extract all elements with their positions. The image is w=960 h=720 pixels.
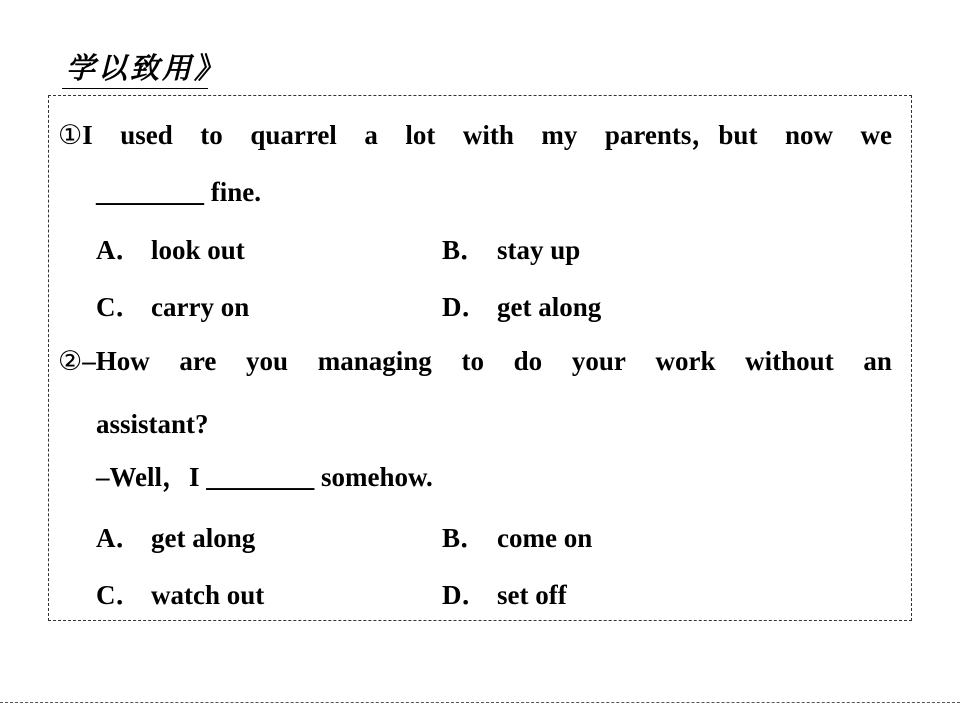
question-1-line-2: ________ fine. (96, 177, 261, 207)
question-2-option-b[interactable] (442, 518, 592, 558)
option-text: come on (497, 523, 593, 553)
question-2-option-c[interactable] (96, 575, 264, 615)
option-letter: A． (96, 235, 143, 265)
option-text: stay up (497, 235, 581, 265)
word: a (364, 120, 378, 150)
word: we (860, 120, 892, 150)
option-text: carry on (151, 292, 250, 322)
word: work (655, 346, 716, 376)
option-letter: A． (96, 523, 143, 553)
option-text: set off (497, 580, 567, 610)
option-text: watch out (151, 580, 265, 610)
word: to (461, 346, 484, 376)
question-1-option-d[interactable] (442, 287, 601, 327)
word: an (863, 346, 892, 376)
option-letter: C． (96, 580, 143, 610)
option-text: look out (151, 235, 245, 265)
word: are (179, 346, 217, 376)
question-2-option-a[interactable] (96, 518, 255, 558)
word: now (784, 120, 833, 150)
word: parents，but (604, 120, 758, 150)
question-2-line-3: –Well，I ________ somehow. (96, 462, 433, 492)
word: used (120, 120, 173, 150)
question-2-number: ② (58, 346, 83, 377)
option-letter: C． (96, 292, 143, 322)
question-1-first-word: ①I (58, 120, 93, 151)
word: without (745, 346, 834, 376)
option-letter: D． (442, 292, 489, 322)
option-letter: B． (442, 523, 488, 553)
question-2-option-d[interactable] (442, 575, 567, 615)
question-1-option-a[interactable] (96, 230, 245, 270)
question-2-line-2: assistant? (96, 409, 209, 439)
option-text: get along (151, 523, 256, 553)
word: do (513, 346, 543, 376)
word: to (200, 120, 223, 150)
section-heading: 学以致用》 (66, 51, 227, 85)
word: quarrel (250, 120, 337, 150)
question-1-option-c[interactable] (96, 287, 249, 327)
bottom-dashed-rule (0, 702, 960, 703)
option-letter: B． (442, 235, 488, 265)
question-1-line-1 (58, 115, 892, 156)
word: managing (317, 346, 432, 376)
word: you (246, 346, 289, 376)
option-text: get along (497, 292, 602, 322)
question-2-line-1 (58, 341, 892, 382)
option-letter: D． (442, 580, 489, 610)
word: with (462, 120, 514, 150)
word: your (571, 346, 626, 376)
word: my (541, 120, 578, 150)
heading-underline (62, 88, 208, 89)
question-2-first-word: ②–How (58, 346, 150, 377)
question-1-number: ① (58, 120, 83, 151)
word: lot (405, 120, 436, 150)
question-1-option-b[interactable] (442, 230, 580, 270)
